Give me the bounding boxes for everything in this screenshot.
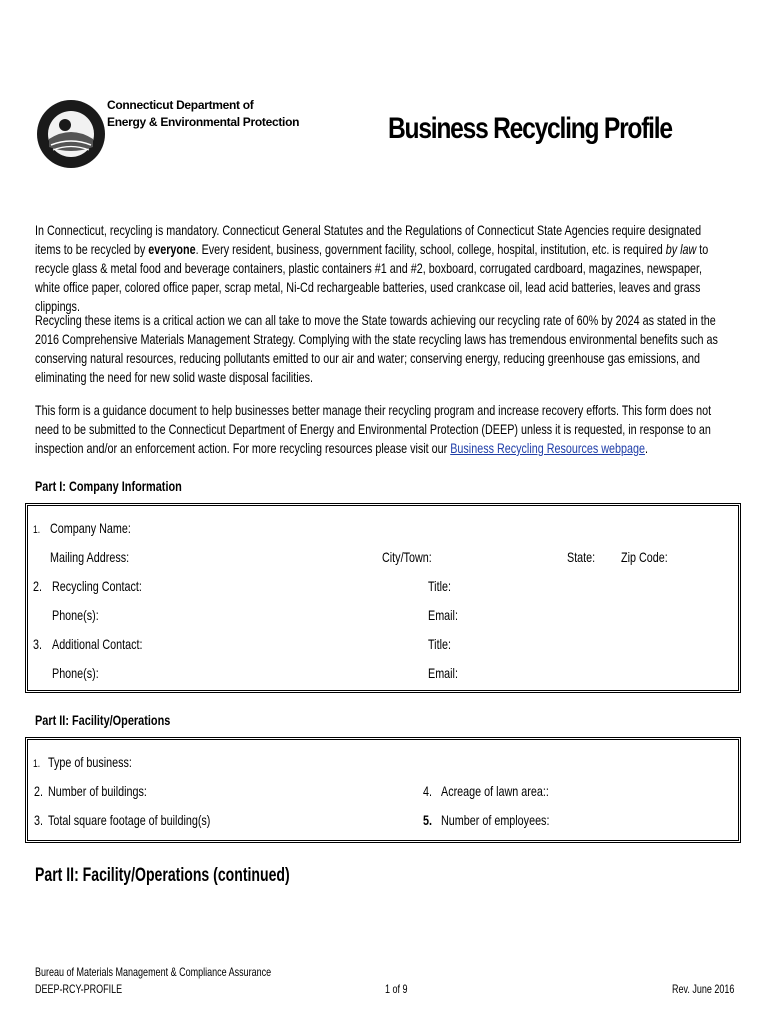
additional-contact-label[interactable]: Additional Contact: bbox=[52, 636, 143, 652]
recycling-contact-phone-label[interactable]: Phone(s): bbox=[52, 607, 99, 623]
item-number-1: 1. bbox=[33, 524, 41, 536]
part2-heading: Part II: Facility/Operations bbox=[35, 712, 171, 728]
item-number-5: 5. bbox=[423, 812, 432, 828]
item-number-2: 2. bbox=[34, 783, 43, 799]
additional-contact-email-label[interactable]: Email: bbox=[428, 665, 458, 681]
footer-doc-id: DEEP-RCY-PROFILE bbox=[35, 982, 123, 996]
recycling-contact-email-label[interactable]: Email: bbox=[428, 607, 458, 623]
part1-heading: Part I: Company Information bbox=[35, 478, 182, 494]
item-number-3: 3. bbox=[33, 636, 42, 652]
acreage-label[interactable]: Acreage of lawn area:: bbox=[441, 783, 549, 799]
additional-contact-phone-label[interactable]: Phone(s): bbox=[52, 665, 99, 681]
footer-revision: Rev. June 2016 bbox=[672, 982, 735, 996]
intro-paragraph-2: Recycling these items is a critical action we can all take to move the State towards achieving our recycling rate of 60% by 2024 as stated in the 2016 Comprehensive Materials Management Strategy. Complying with the state recycling laws has tremendous environmental benefits such as conserving natural resources, reducing pollutants emitted to our air and water; conserving energy, reducing greenhouse gas emissions, and eliminating the need for new solid waste disposal facilities. bbox=[35, 312, 718, 385]
item-number-1: 1. bbox=[33, 758, 41, 770]
page-title: Business Recycling Profile bbox=[388, 112, 672, 145]
zip-code-label[interactable]: Zip Code: bbox=[621, 549, 668, 565]
square-footage-label[interactable]: Total square footage of building(s) bbox=[48, 812, 211, 828]
agency-line-2: Energy & Environmental Protection bbox=[107, 115, 300, 129]
recycling-resources-link[interactable]: Business Recycling Resources webpage bbox=[450, 440, 645, 456]
recycling-contact-title-label[interactable]: Title: bbox=[428, 578, 451, 594]
company-name-label[interactable]: Company Name: bbox=[50, 520, 131, 536]
item-number-3: 3. bbox=[34, 812, 43, 828]
company-info-box bbox=[25, 503, 741, 693]
item-number-4: 4. bbox=[423, 783, 432, 799]
city-town-label[interactable]: City/Town: bbox=[382, 549, 432, 565]
state-seal-icon bbox=[35, 75, 107, 193]
recycling-contact-label[interactable]: Recycling Contact: bbox=[52, 578, 142, 594]
intro-paragraph-3: This form is a guidance document to help businesses better manage their recycling program and increase recovery efforts. This form does not need to be submitted to the Connecticut Department of Energy and Environmental Protection (DEEP) unless it is requested, in response to an inspection and/or an enforcement action. For more recycling resources please visit our Business Recycling Resources webpage. bbox=[35, 402, 712, 456]
deep-logo bbox=[33, 73, 300, 195]
number-of-employees-label[interactable]: Number of employees: bbox=[441, 812, 550, 828]
footer-bureau: Bureau of Materials Management & Compliance Assurance bbox=[35, 965, 272, 979]
number-of-buildings-label[interactable]: Number of buildings: bbox=[48, 783, 147, 799]
footer-page-number: 1 of 9 bbox=[385, 982, 408, 996]
additional-contact-title-label[interactable]: Title: bbox=[428, 636, 451, 652]
agency-name bbox=[107, 97, 299, 131]
agency-line-1: Connecticut Department of bbox=[107, 98, 254, 112]
mailing-address-label[interactable]: Mailing Address: bbox=[50, 549, 130, 565]
part2-continued-heading: Part II: Facility/Operations (continued) bbox=[35, 865, 290, 886]
state-label[interactable]: State: bbox=[567, 549, 596, 565]
intro-paragraph-1: In Connecticut, recycling is mandatory. Connecticut General Statutes and the Regulations of Connecticut State Agencies require designated items to be recycled by everyone. Every resident, business, government facility, school, college, hospital, institution, etc. is required by law to recycle glass & metal food and beverage containers, plastic containers #1 and #2, boxboard, corrugated cardboard, magazines, newspaper, white office paper, colored office paper, scrap metal, Ni-Cd rechargeable batteries, used crankcase oil, lead acid batteries, leaves and grass clippings. bbox=[35, 222, 709, 314]
item-number-2: 2. bbox=[33, 578, 42, 594]
type-of-business-label[interactable]: Type of business: bbox=[48, 754, 132, 770]
